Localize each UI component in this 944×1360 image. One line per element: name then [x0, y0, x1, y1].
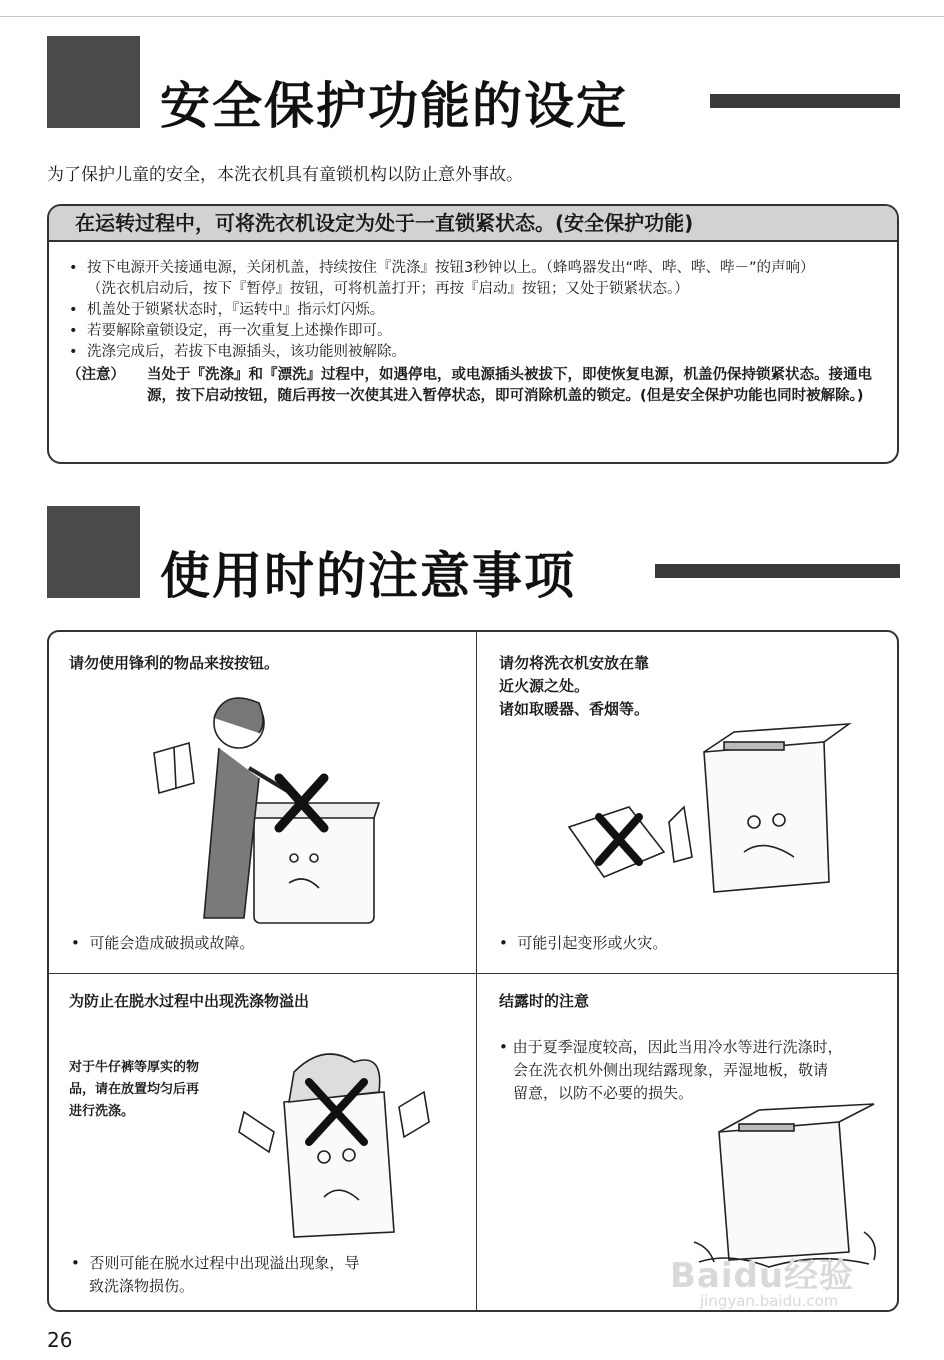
bullet-dot: • — [69, 344, 78, 360]
bullet-dot: • — [499, 934, 508, 952]
overflowing-washer-illustration — [234, 1032, 434, 1242]
panel-title-line: 近火源之处。 — [499, 677, 590, 695]
heater-near-washer-illustration — [564, 712, 854, 912]
list-item-text: 若要解除童锁设定，再一次重复上述操作即可。 — [87, 323, 392, 339]
bullet-dot: • — [69, 260, 78, 276]
top-rule — [0, 16, 944, 17]
list-item-text: 按下电源开关接通电源，关闭机盖，持续按住『洗涤』按钮3秒钟以上。（蜂鸣器发出“哔、哔、哔、哔－”的声响） — [87, 260, 815, 276]
intro-text: 为了保护儿童的安全，本洗衣机具有童锁机构以防止意外事故。 — [47, 165, 523, 185]
note-label: （注意） — [67, 367, 125, 383]
bullet-dot: • — [71, 934, 80, 952]
list-item — [67, 300, 883, 321]
panel-subtext-line: 进行洗涤。 — [69, 1104, 135, 1119]
safety-function-box — [47, 204, 899, 464]
watermark: Baidu经验 — [670, 1256, 855, 1296]
grid-divider — [476, 632, 477, 1310]
watermark-url: jingyan.baidu.com — [700, 1292, 839, 1310]
panel-note — [499, 1036, 843, 1105]
bullet-dot: • — [69, 302, 78, 318]
bullet-dot: • — [69, 323, 78, 339]
caution-grid — [47, 630, 899, 1312]
section-marker — [47, 506, 140, 598]
woman-pressing-button-illustration — [149, 678, 389, 928]
panel-subtext-line: 对于牛仔裤等厚实的物 — [69, 1060, 200, 1075]
panel-subtext — [69, 1057, 199, 1123]
bullet-dot: • — [71, 1254, 80, 1272]
section-title-caution: 使用时的注意事项 — [160, 547, 576, 605]
panel-title-line: 诸如取暖器、香烟等。 — [499, 700, 650, 718]
safety-box-body — [49, 242, 897, 407]
section-rule — [710, 94, 900, 108]
note-text: 当处于『洗涤』和『漂洗』过程中，如遇停电，或电源插头被拔下，即使恢复电源，机盖仍保持锁紧状态。接通电源，按下启动按钮，随后再按一次使其进入暂停状态，即可消除机盖的锁定。(但是安全保护功能也同时被解除。) — [147, 367, 872, 404]
bullet-dot: • — [499, 1038, 508, 1056]
list-item-text: 机盖处于锁紧状态时，『运转中』指示灯闪烁。 — [87, 302, 385, 318]
list-item-sub: （洗衣机启动后，按下『暂停』按钮，可将机盖打开；再按『启动』按钮；又处于锁紧状态。） — [87, 281, 689, 297]
panel-note-text: 否则可能在脱水过程中出现溢出现象，导 — [89, 1254, 360, 1272]
grid-divider — [49, 973, 897, 974]
panel-title: 请勿使用锋利的物品来按按钮。 — [69, 654, 280, 672]
panel-title: 为防止在脱水过程中出现洗涤物溢出 — [69, 992, 310, 1010]
washer-condensation-illustration — [689, 1102, 889, 1272]
panel-title: 结露时的注意 — [499, 992, 590, 1010]
panel-note-text: 由于夏季湿度较高，因此当用冷水等进行洗涤时， — [512, 1038, 843, 1056]
note — [67, 365, 883, 407]
list-item — [67, 342, 883, 363]
list-item — [67, 258, 883, 279]
panel-note-text: 留意，以防不必要的损失。 — [513, 1084, 694, 1102]
panel-note — [71, 932, 254, 955]
panel-note-text: 可能会造成破损或故障。 — [89, 934, 255, 952]
panel-subtext-line: 品，请在放置均匀后再 — [69, 1082, 200, 1097]
panel-note-text: 会在洗衣机外侧出现结露现象，弄湿地板，敬请 — [513, 1061, 829, 1079]
list-item-text: 洗涤完成后，若拔下电源插头，该功能则被解除。 — [87, 344, 406, 360]
list-item — [67, 321, 883, 342]
section-marker — [47, 36, 140, 128]
panel-title-line: 请勿将洗衣机安放在靠 — [499, 654, 650, 672]
panel-title — [499, 652, 649, 721]
section-rule — [655, 564, 900, 578]
panel-note-text: 致洗涤物损伤。 — [89, 1277, 195, 1295]
panel-note — [71, 1252, 359, 1298]
safety-box-heading: 在运转过程中，可将洗衣机设定为处于一直锁紧状态。(安全保护功能) — [49, 206, 897, 242]
section-title-safety: 安全保护功能的设定 — [160, 77, 628, 135]
page-number: 26 — [47, 1328, 73, 1352]
panel-note — [499, 932, 667, 955]
panel-note-text: 可能引起变形或火灾。 — [517, 934, 668, 952]
